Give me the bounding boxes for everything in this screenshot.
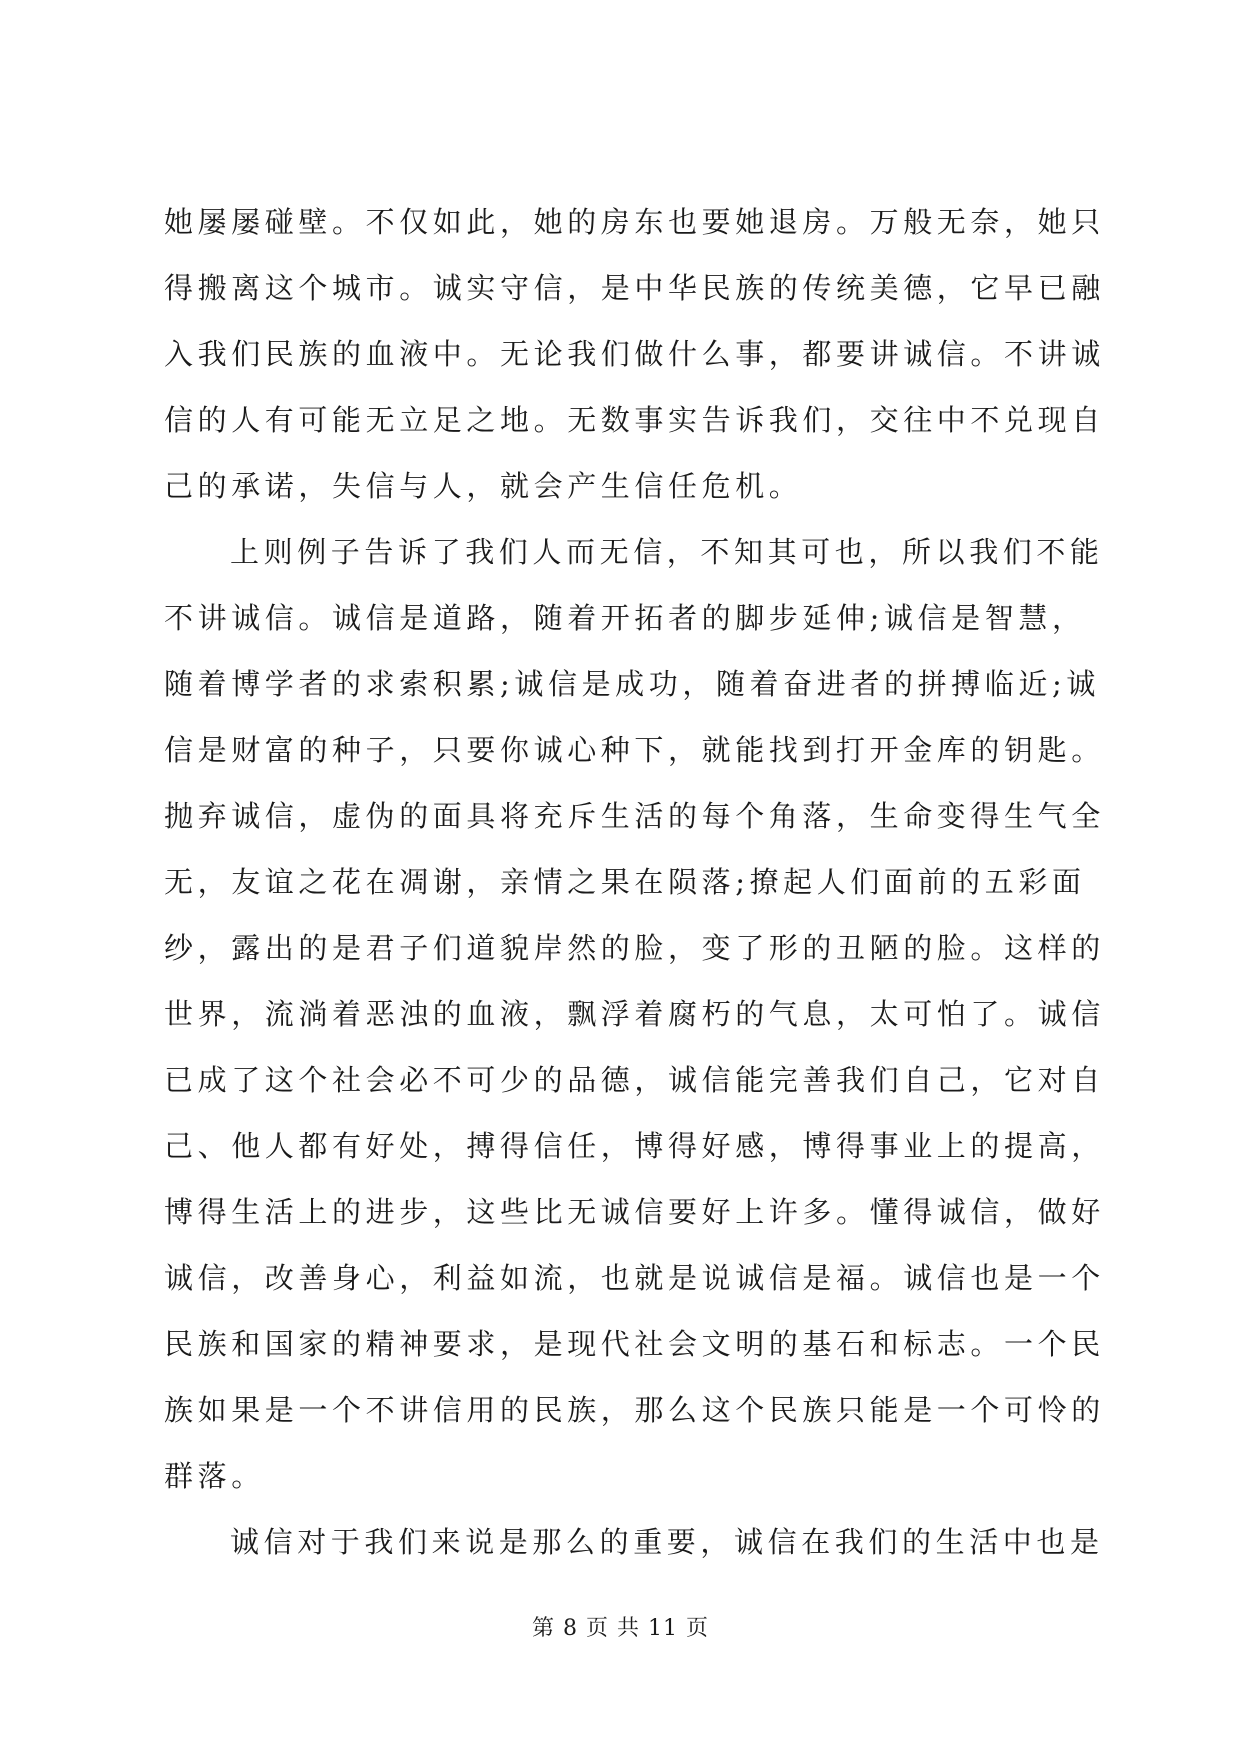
- text-line: 己的承诺，失信与人，就会产生信任危机。: [164, 469, 803, 503]
- text-line: 她屡屡碰壁。不仅如此，她的房东也要她退房。万般无奈，她只: [164, 205, 1105, 239]
- page-number-label: 第 8 页 共 11 页: [532, 1616, 709, 1641]
- text-line: 诚信，改善身心，利益如流，也就是说诚信是福。诚信也是一个: [164, 1261, 1105, 1295]
- text-line: 纱，露出的是君子们道貌岸然的脸，变了形的丑陋的脸。这样的: [164, 931, 1105, 965]
- text-line: 随着博学者的求索积累;诚信是成功，随着奋进者的拼搏临近;诚: [164, 667, 1100, 701]
- text-line: 得搬离这个城市。诚实守信，是中华民族的传统美德，它早已融: [164, 271, 1105, 305]
- text-line: 抛弃诚信，虚伪的面具将充斥生活的每个角落，生命变得生气全: [164, 799, 1105, 833]
- text-line: 无，友谊之花在凋谢，亲情之果在陨落;撩起人们面前的五彩面: [164, 865, 1086, 899]
- page-footer: [0, 1614, 1241, 1644]
- text-line: 诚信对于我们来说是那么的重要，诚信在我们的生活中也是: [230, 1525, 1104, 1559]
- text-line: 博得生活上的进步，这些比无诚信要好上许多。懂得诚信，做好: [164, 1195, 1105, 1229]
- text-line: 群落。: [164, 1459, 265, 1493]
- text-line: 民族和国家的精神要求，是现代社会文明的基石和标志。一个民: [164, 1327, 1105, 1361]
- text-line: 族如果是一个不讲信用的民族，那么这个民族只能是一个可怜的: [164, 1393, 1105, 1427]
- text-line: 信是财富的种子，只要你诚心种下，就能找到打开金库的钥匙。: [164, 733, 1105, 767]
- text-line: 上则例子告诉了我们人而无信，不知其可也，所以我们不能: [230, 535, 1104, 569]
- text-line: 信的人有可能无立足之地。无数事实告诉我们，交往中不兑现自: [164, 403, 1105, 437]
- text-line: 入我们民族的血液中。无论我们做什么事，都要讲诚信。不讲诚: [164, 337, 1105, 371]
- text-line: 己、他人都有好处，搏得信任，博得好感，博得事业上的提高，: [164, 1129, 1105, 1163]
- text-line: 不讲诚信。诚信是道路，随着开拓者的脚步延伸;诚信是智慧，: [164, 601, 1086, 635]
- text-line: 已成了这个社会必不可少的品德，诚信能完善我们自己，它对自: [164, 1063, 1105, 1097]
- text-line: 世界，流淌着恶浊的血液，飘浮着腐朽的气息，太可怕了。诚信: [164, 997, 1105, 1031]
